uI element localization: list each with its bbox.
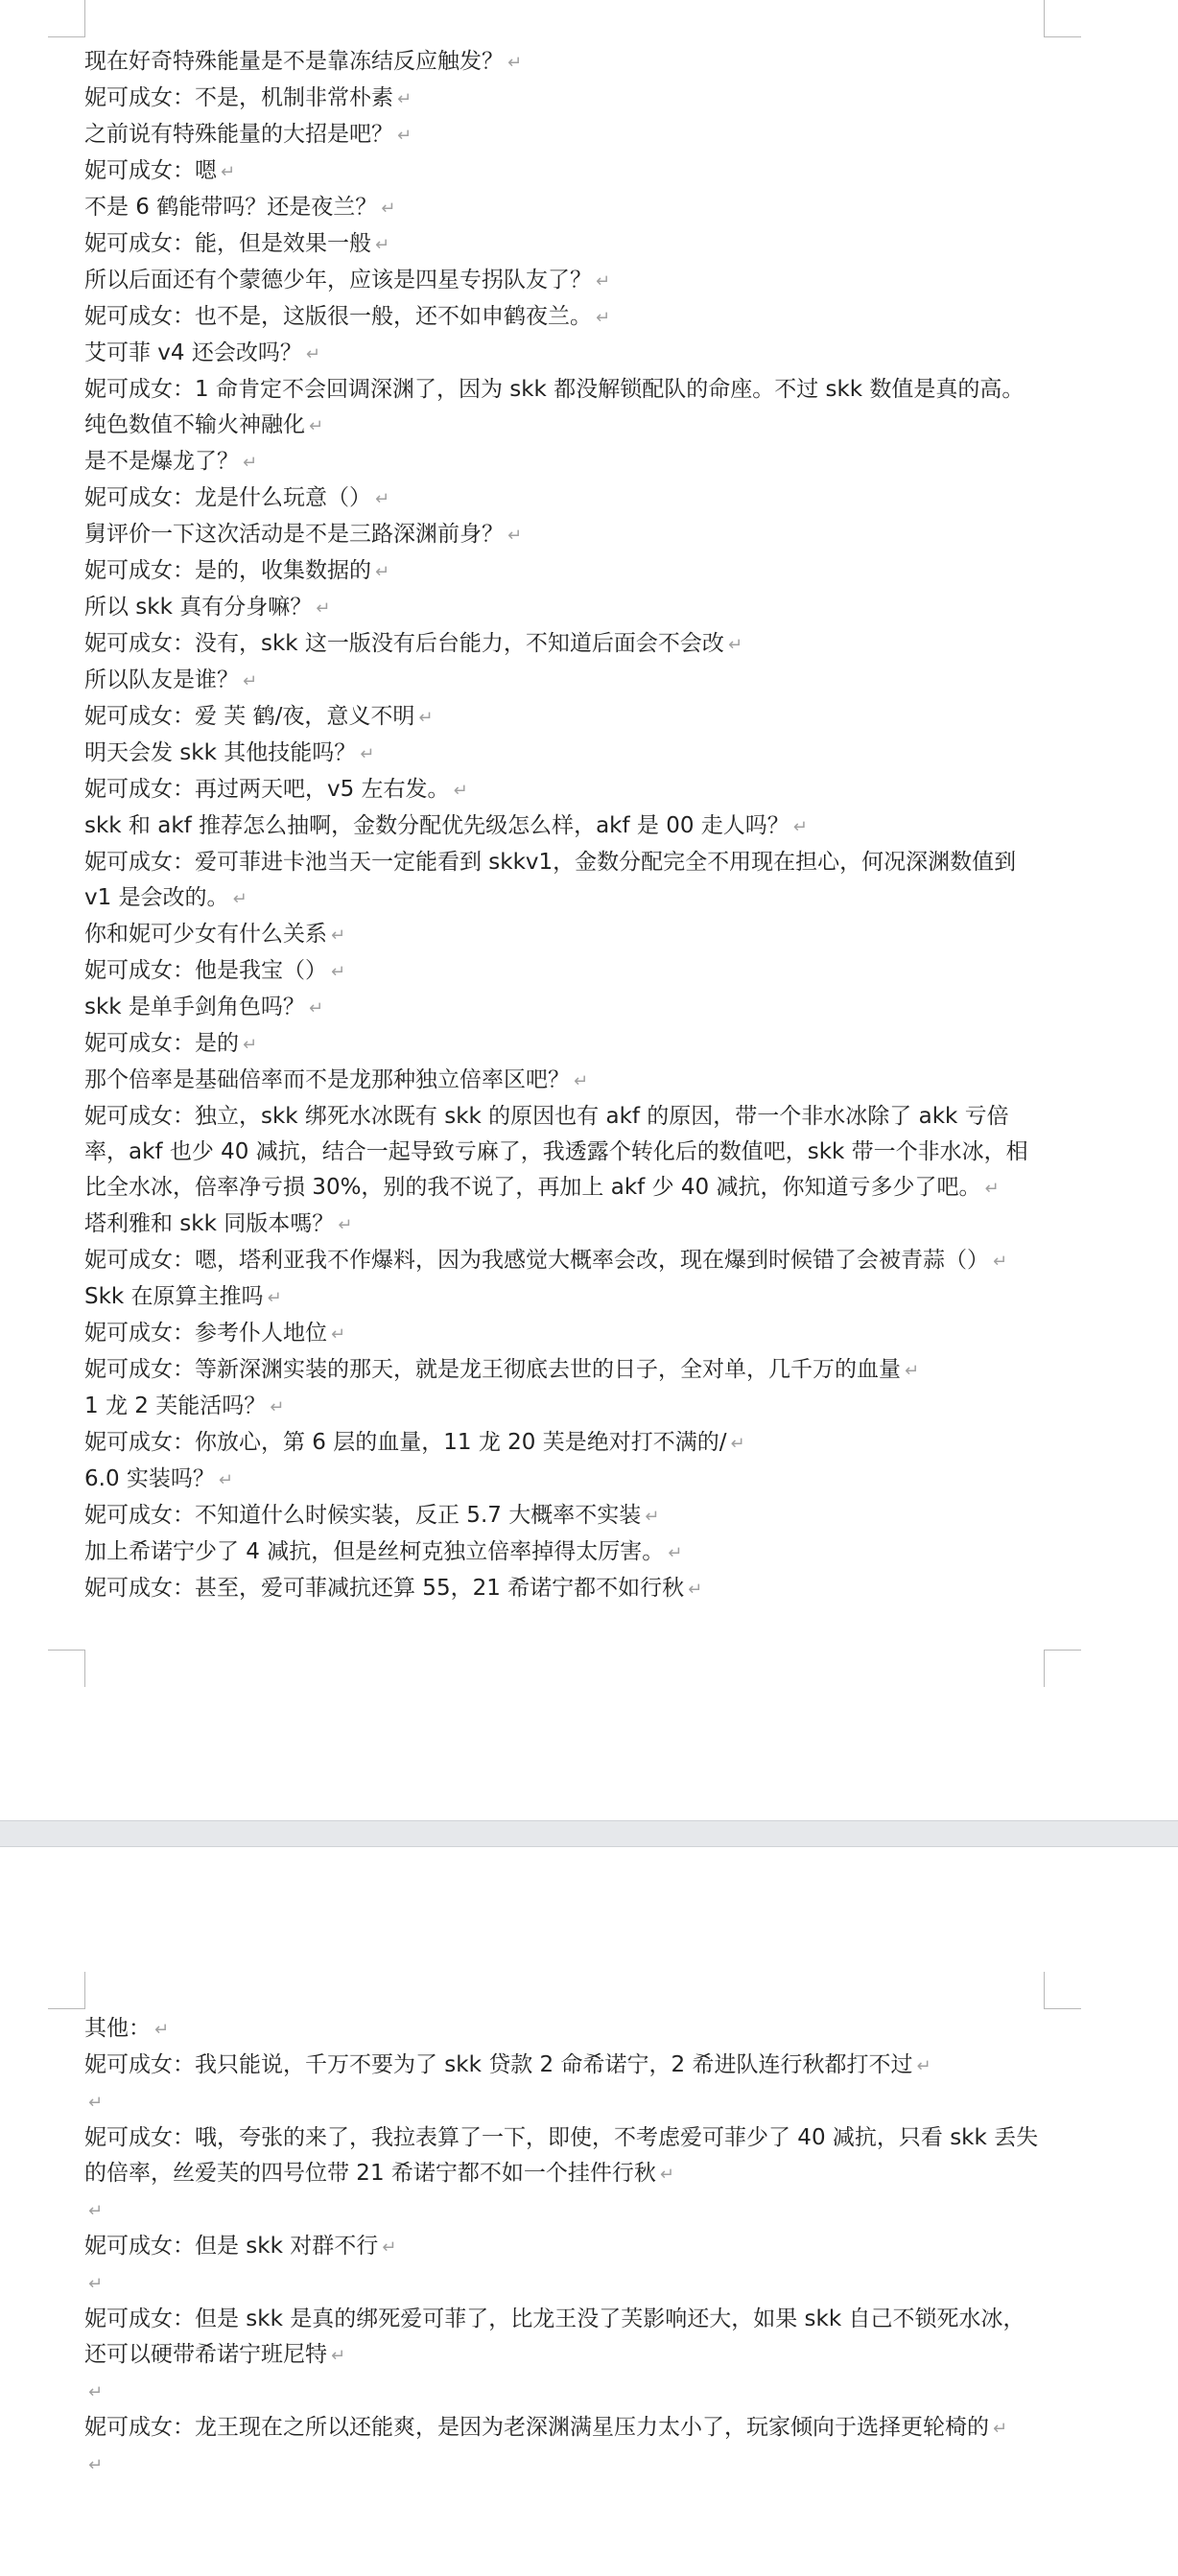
line-text: 妮可成女：爱 芙 鹤/夜，意义不明: [84, 704, 415, 729]
text-line[interactable]: [84, 736, 1044, 772]
paragraph-mark-icon: ↵: [375, 235, 390, 255]
text-line[interactable]: [84, 2374, 1044, 2410]
paragraph-mark-icon: ↵: [88, 2455, 104, 2475]
line-text: 妮可成女：参考仆人地位: [84, 1321, 327, 1346]
line-text: 妮可成女：嗯: [84, 158, 217, 183]
text-line[interactable]: [84, 2229, 1044, 2265]
page-1-body-text[interactable]: [84, 44, 1044, 1607]
paragraph-mark-icon: ↵: [243, 671, 258, 691]
line-text: 妮可成女：也不是，这版很一般，还不如申鹤夜兰。: [84, 304, 592, 329]
line-text: 所以队友是谁？: [84, 667, 239, 692]
paragraph-mark-icon: ↵: [727, 635, 743, 655]
line-text: 其他：: [84, 2016, 151, 2041]
paragraph-mark-icon: ↵: [88, 2274, 104, 2294]
line-text: 现在好奇特殊能量是不是靠冻结反应触发？: [84, 49, 504, 74]
paragraph-mark-icon: ↵: [309, 416, 324, 436]
text-line[interactable]: [84, 1425, 1044, 1462]
text-line[interactable]: [84, 772, 1044, 808]
text-line[interactable]: [84, 226, 1044, 263]
text-line[interactable]: [84, 190, 1044, 226]
paragraph-mark-icon: ↵: [792, 817, 808, 837]
line-text: 所以 skk 真有分身嘛？: [84, 595, 313, 620]
paragraph-mark-icon: ↵: [659, 2165, 674, 2185]
line-text: 妮可成女：甚至，爱可菲减抗还算 55，21 希诺宁都不如行秋: [84, 1576, 685, 1601]
line-text: 妮可成女：嗯，塔利亚我不作爆料，因为我感觉大概率会改，现在爆到时候错了会被青蒜（）: [84, 1248, 989, 1273]
line-text: 妮可成女：能，但是效果一般: [84, 231, 371, 256]
paragraph-mark-icon: ↵: [984, 1179, 1000, 1199]
line-text: 之前说有特殊能量的大招是吧？: [84, 122, 393, 147]
text-line[interactable]: [84, 1316, 1044, 1352]
paragraph-mark-icon: ↵: [338, 1215, 353, 1235]
text-line[interactable]: [84, 1498, 1044, 1534]
paragraph-mark-icon: ↵: [645, 1507, 660, 1527]
line-text: 妮可成女：我只能说，千万不要为了 skk 贷款 2 命希诺宁，2 希进队连行秋都打不过: [84, 2052, 913, 2077]
paragraph-mark-icon: ↵: [688, 1580, 703, 1600]
text-line[interactable]: [84, 699, 1044, 736]
text-line[interactable]: [84, 117, 1044, 153]
line-text: 妮可成女：龙王现在之所以还能爽，是因为老深渊满星压力太小了，玩家倾向于选择更轮椅的: [84, 2415, 989, 2440]
crop-mark-top-left: [48, 0, 85, 37]
text-line[interactable]: [84, 590, 1044, 626]
line-text: 明天会发 skk 其他技能吗？: [84, 740, 357, 765]
line-text: 妮可成女：不是，机制非常朴素: [84, 85, 393, 110]
paragraph-mark-icon: ↵: [218, 1470, 233, 1490]
paragraph-mark-icon: ↵: [232, 889, 247, 909]
text-line[interactable]: [84, 2120, 1044, 2192]
line-text: 妮可成女：龙是什么玩意（）: [84, 485, 371, 510]
line-text: 是不是爆龙了？: [84, 449, 239, 474]
paragraph-mark-icon: ↵: [360, 744, 375, 764]
text-line[interactable]: [84, 1243, 1044, 1279]
paragraph-mark-icon: ↵: [154, 2020, 170, 2040]
paragraph-mark-icon: ↵: [243, 453, 258, 473]
line-text: 妮可成女：哦，夸张的来了，我拉表算了一下，即使，不考虑爱可菲少了 40 减抗，只看 skk 丢失的倍率，丝爱芙的四号位带 21 希诺宁都不如一个挂件行秋: [84, 2125, 1039, 2186]
line-text: 妮可成女：1 命肯定不会回调深渊了，因为 skk 都没解锁配队的命座。不过 skk 数值是真的高。纯色数值不输火神融化: [84, 377, 1025, 437]
text-line[interactable]: [84, 2302, 1044, 2374]
text-line[interactable]: [84, 1099, 1044, 1206]
paragraph-mark-icon: ↵: [507, 526, 523, 546]
paragraph-mark-icon: ↵: [397, 89, 412, 109]
paragraph-mark-icon: ↵: [331, 2346, 346, 2366]
line-text: 加上希诺宁少了 4 减抗，但是丝柯克独立倍率掉得太厉害。: [84, 1539, 665, 1564]
text-line[interactable]: [84, 372, 1044, 444]
text-line[interactable]: [84, 1352, 1044, 1389]
text-line[interactable]: [84, 663, 1044, 699]
paragraph-mark-icon: ↵: [88, 2382, 104, 2402]
line-text: 所以后面还有个蒙德少年，应该是四星专拐队友了？: [84, 268, 592, 293]
text-line[interactable]: [84, 1571, 1044, 1607]
line-text: 妮可成女：独立，skk 绑死水冰既有 skk 的原因也有 akf 的原因，带一个非水冰除了 akk 亏倍率，akf 也少 40 减抗，结合一起导致亏麻了，我透露个转化后的数值吧，skk 带一个非水冰，相比全水冰，倍率净亏损 30%，别的我不说了，再加上 akf 少 40 减抗，你知道亏多少了吧。: [84, 1104, 1028, 1200]
crop-mark-top-right: [1044, 1972, 1081, 2009]
text-line[interactable]: [84, 2447, 1044, 2483]
paragraph-mark-icon: ↵: [574, 1071, 589, 1091]
paragraph-mark-icon: ↵: [270, 1397, 285, 1417]
text-line[interactable]: [84, 2192, 1044, 2229]
paragraph-mark-icon: ↵: [88, 2201, 104, 2221]
line-text: 妮可成女：是的: [84, 1031, 239, 1056]
line-text: skk 和 akf 推荐怎么抽啊，金数分配优先级怎么样，akf 是 00 走人吗？: [84, 813, 789, 838]
paragraph-mark-icon: ↵: [596, 308, 611, 328]
paragraph-mark-icon: ↵: [331, 962, 346, 982]
page-2-body-text[interactable]: [84, 2011, 1044, 2483]
paragraph-mark-icon: ↵: [993, 1252, 1008, 1272]
paragraph-mark-icon: ↵: [267, 1288, 282, 1308]
paragraph-mark-icon: ↵: [375, 489, 390, 509]
paragraph-mark-icon: ↵: [596, 271, 611, 292]
text-line[interactable]: [84, 44, 1044, 81]
paragraph-mark-icon: ↵: [382, 2237, 397, 2258]
paragraph-mark-icon: ↵: [730, 1434, 745, 1454]
text-line[interactable]: [84, 845, 1044, 917]
paragraph-mark-icon: ↵: [397, 126, 412, 146]
text-line[interactable]: [84, 1206, 1044, 1243]
line-text: 不是 6 鹤能带吗？还是夜兰？: [84, 195, 378, 220]
text-line[interactable]: [84, 1279, 1044, 1316]
text-line[interactable]: [84, 444, 1044, 480]
text-line[interactable]: [84, 2410, 1044, 2447]
text-line[interactable]: [84, 808, 1044, 845]
text-line[interactable]: [84, 1534, 1044, 1571]
line-text: 妮可成女：爱可菲进卡池当天一定能看到 skkv1，金数分配完全不用现在担心，何况深渊数值到 v1 是会改的。: [84, 850, 1024, 910]
line-text: 妮可成女：但是 skk 是真的绑死爱可菲了，比龙王没了芙影响还大，如果 skk 自己不锁死水冰，还可以硬带希诺宁班尼特: [84, 2307, 1025, 2367]
paragraph-mark-icon: ↵: [993, 2419, 1008, 2439]
paragraph-mark-icon: ↵: [305, 344, 320, 364]
line-text: 妮可成女：再过两天吧，v5 左右发。: [84, 777, 450, 802]
paragraph-mark-icon: ↵: [243, 1035, 258, 1055]
text-line[interactable]: [84, 2265, 1044, 2302]
line-text: 塔利雅和 skk 同版本嗎？: [84, 1211, 335, 1236]
crop-mark-top-right: [1044, 0, 1081, 37]
paragraph-mark-icon: ↵: [331, 1324, 346, 1345]
paragraph-mark-icon: ↵: [221, 162, 236, 182]
paragraph-mark-icon: ↵: [375, 562, 390, 582]
text-line[interactable]: [84, 2048, 1044, 2084]
text-line[interactable]: [84, 1026, 1044, 1063]
page-gap: [0, 1820, 1178, 1847]
line-text: 妮可成女：但是 skk 对群不行: [84, 2234, 379, 2259]
text-line[interactable]: [84, 953, 1044, 990]
paragraph-mark-icon: ↵: [905, 1361, 920, 1381]
paragraph-mark-icon: ↵: [381, 199, 396, 219]
text-line[interactable]: [84, 2084, 1044, 2120]
line-text: 妮可成女：等新深渊实装的那天，就是龙王彻底去世的日子，全对单，几千万的血量: [84, 1357, 901, 1382]
line-text: skk 是单手剑角色吗？: [84, 995, 305, 1019]
crop-mark-bottom-left: [48, 1650, 85, 1687]
text-line[interactable]: [84, 1462, 1044, 1498]
paragraph-mark-icon: ↵: [308, 998, 324, 1019]
crop-mark-top-left: [48, 1972, 85, 2009]
paragraph-mark-icon: ↵: [507, 53, 523, 73]
line-text: 妮可成女：他是我宝（）: [84, 958, 327, 983]
line-text: 妮可成女：是的，收集数据的: [84, 558, 371, 583]
line-text: 妮可成女：不知道什么时候实装，反正 5.7 大概率不实装: [84, 1503, 642, 1528]
paragraph-mark-icon: ↵: [316, 598, 331, 619]
text-line[interactable]: [84, 480, 1044, 517]
paragraph-mark-icon: ↵: [88, 2093, 104, 2113]
text-line[interactable]: [84, 990, 1044, 1026]
line-text: 你和妮可少女有什么关系: [84, 922, 327, 947]
line-text: 那个倍率是基础倍率而不是龙那种独立倍率区吧？: [84, 1067, 570, 1092]
line-text: 妮可成女：你放心，第 6 层的血量，11 龙 20 芙是绝对打不满的/: [84, 1430, 727, 1455]
text-line[interactable]: [84, 2011, 1044, 2048]
line-text: 艾可菲 v4 还会改吗？: [84, 340, 302, 365]
line-text: 舅评价一下这次活动是不是三路深渊前身？: [84, 522, 504, 547]
paragraph-mark-icon: ↵: [916, 2056, 931, 2076]
paragraph-mark-icon: ↵: [668, 1543, 683, 1563]
paragraph-mark-icon: ↵: [418, 708, 434, 728]
paragraph-mark-icon: ↵: [331, 925, 346, 946]
line-text: 1 龙 2 芙能活吗？: [84, 1393, 267, 1418]
text-line[interactable]: [84, 1063, 1044, 1099]
text-line[interactable]: [84, 299, 1044, 336]
text-line[interactable]: [84, 153, 1044, 190]
line-text: 6.0 实装吗？: [84, 1466, 215, 1491]
text-line[interactable]: [84, 81, 1044, 117]
text-line[interactable]: [84, 517, 1044, 553]
text-line[interactable]: [84, 553, 1044, 590]
text-line[interactable]: [84, 1389, 1044, 1425]
line-text: 妮可成女：没有，skk 这一版没有后台能力，不知道后面会不会改: [84, 631, 724, 656]
text-line[interactable]: [84, 917, 1044, 953]
crop-mark-bottom-right: [1044, 1650, 1081, 1687]
text-line[interactable]: [84, 626, 1044, 663]
text-line[interactable]: [84, 263, 1044, 299]
text-line[interactable]: [84, 336, 1044, 372]
paragraph-mark-icon: ↵: [453, 781, 468, 801]
line-text: Skk 在原算主推吗: [84, 1284, 264, 1309]
